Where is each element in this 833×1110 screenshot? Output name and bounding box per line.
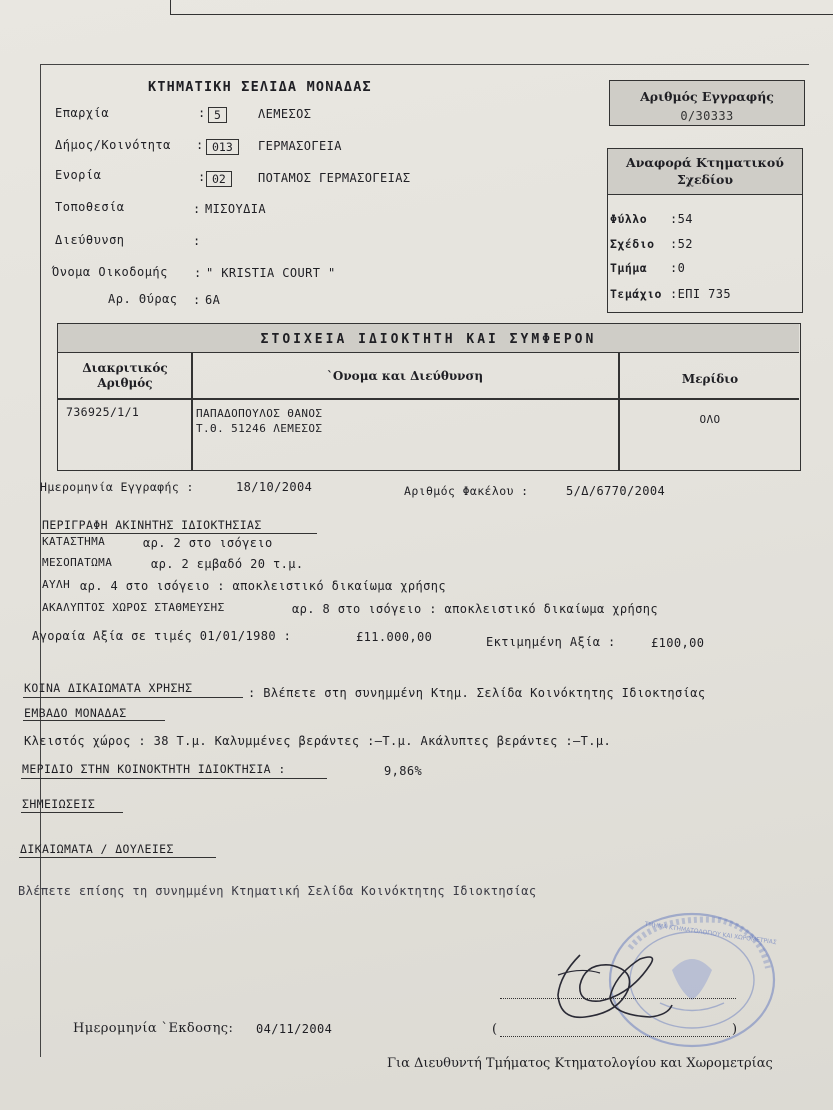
colon: : — [193, 293, 201, 307]
plan-row-value: :0 — [670, 261, 686, 275]
eparchia-code-wrap — [208, 104, 227, 123]
market-value: £11.000,00 — [356, 630, 433, 644]
col-name-header: `Ονομα και Διεύθυνση — [326, 369, 484, 383]
plan-row-label: Φύλλο — [610, 212, 648, 226]
area-underline — [23, 720, 165, 721]
common-rights-text: : Βλέπετε στη συνημμένη Κτημ. Σελίδα Κοινόκτητης Ιδιοκτησίας — [248, 686, 706, 700]
rights-label: ΔΙΚΑΙΩΜΑΤΑ / ΔΟΥΛΕΙΕΣ — [20, 842, 174, 856]
issue-date-value: 04/11/2004 — [256, 1022, 333, 1036]
owner-id: 736925/1/1 — [66, 405, 140, 419]
top-edge-line — [170, 0, 833, 15]
description-key: ΜΕΣΟΠΑΤΩΜΑ — [42, 556, 113, 569]
dimos-value: ΓΕΡΜΑΣΟΓΕΙΑ — [258, 139, 342, 153]
dimos-label: Δήμος/Κοινότητα — [55, 138, 171, 152]
area-label: ΕΜΒΑΔΟ ΜΟΝΑΔΑΣ — [24, 706, 127, 720]
description-text: αρ. 2 στο ισόγειο — [143, 536, 273, 550]
file-no-label: Αριθμός Φακέλου : — [404, 484, 529, 498]
common-rights-label: ΚΟΙΝΑ ΔΙΚΑΙΩΜΑΤΑ ΧΡΗΣΗΣ — [24, 681, 193, 695]
description-text: αρ. 2 εμβαδό 20 τ.μ. — [151, 557, 304, 571]
owner-share: ΟΛΟ — [699, 413, 721, 426]
share-common-underline — [21, 778, 327, 779]
reg-date-label: Ημερομηνία Εγγραφής : — [40, 480, 194, 494]
dieuthynsi-label: Διεύθυνση — [55, 233, 125, 247]
share-common-value: 9,86% — [384, 764, 423, 778]
share-common-label: ΜΕΡΙΔΙΟ ΣΤΗΝ ΚΟΙΝΟΚΤΗΤΗ ΙΔΙΟΚΤΗΣΙΑ : — [22, 762, 286, 776]
market-value-label: Αγοραία Αξία σε τιμές 01/01/1980 : — [32, 629, 292, 643]
colon: : — [198, 170, 206, 184]
signature-paren-open: ( — [492, 1022, 498, 1037]
plan-row-label: Τμήμα — [610, 261, 648, 275]
owner-name: ΠΑΠΑΔΟΠΟΥΛΟΣ ΘΑΝΟΣ — [196, 407, 323, 420]
enoria-value: ΠΟΤΑΜΟΣ ΓΕΡΜΑΣΟΓΕΙΑΣ — [258, 171, 411, 185]
plan-reference-title: Αναφορά Κτηματικού Σχεδίου — [608, 149, 802, 195]
stamp-text: ΤΜΗΜΑ ΚΤΗΜΑΤΟΛΟΓΙΟΥ ΚΑΙ ΧΩΡΟΜΕΤΡΙΑΣ — [644, 920, 778, 947]
enoria-code: 02 — [206, 171, 232, 187]
colon: : — [196, 138, 204, 152]
registration-label: Αριθμός Εγγραφής — [640, 89, 774, 104]
dimos-code-wrap — [206, 136, 239, 155]
plan-row-label: Τεμάχιο — [610, 287, 662, 301]
registration-box — [609, 80, 805, 126]
colon: : — [194, 266, 202, 280]
plan-row-value: :52 — [670, 237, 693, 251]
topothesia-label: Τοποθεσία — [55, 200, 125, 214]
eparchia-code: 5 — [208, 107, 227, 123]
area-text: Κλειστός χώρος : 38 Τ.μ. Καλυμμένες βεράντες :—Τ.μ. Ακάλυπτες βεράντες :—Τ.μ. — [24, 734, 612, 748]
plan-row-value: :54 — [670, 212, 693, 226]
eparchia-label: Επαρχία — [55, 106, 110, 120]
signature-dotted-line — [500, 998, 736, 999]
owners-header-divider — [58, 398, 799, 400]
thyra-value: 6A — [205, 293, 221, 307]
estimated-value: £100,00 — [651, 636, 705, 650]
estimated-value-label: Εκτιμημένη Αξία : — [486, 635, 616, 649]
owners-col-divider-2 — [618, 352, 620, 470]
eparchia-value: ΛΕΜΕΣΟΣ — [258, 107, 312, 121]
onoma-value: " KRISTIA COURT " — [206, 266, 336, 280]
col-share-header: Μερίδιο — [681, 372, 739, 386]
registration-value: 0/30333 — [680, 109, 734, 123]
description-key: ΑΥΛΗ — [42, 578, 71, 591]
owners-title: ΣΤΟΙΧΕΙΑ ΙΔΙΟΚΤΗΤΗ ΚΑΙ ΣΥΜΦΕΡΟΝ — [260, 332, 597, 347]
signature-paren-close: ) — [732, 1022, 738, 1037]
enoria-label: Ενορία — [55, 168, 102, 182]
colon: : — [193, 202, 201, 216]
dimos-code: 013 — [206, 139, 239, 155]
owners-table — [57, 323, 801, 471]
description-text: αρ. 8 στο ισόγειο : αποκλειστικό δικαίωμα χρήσης — [292, 602, 658, 616]
common-rights-underline — [23, 697, 243, 698]
description-title: ΠΕΡΙΓΡΑΦΗ ΑΚΙΝΗΤΗΣ ΙΔΙΟΚΤΗΣΙΑΣ — [42, 518, 262, 532]
footer-signature: Για Διευθυντή Τμήματος Κτηματολογίου και Χωρομετρίας — [387, 1056, 773, 1071]
enoria-code-wrap — [206, 168, 232, 187]
reg-date-value: 18/10/2004 — [236, 480, 313, 494]
notes-label: ΣΗΜΕΙΩΣΕΙΣ — [22, 797, 96, 811]
description-key: ΚΑΤΑΣΤΗΜΑ — [42, 535, 106, 548]
signature-scribble — [540, 935, 680, 1030]
plan-row-value: :ΕΠΙ 735 — [670, 287, 731, 301]
description-text: αρ. 4 στο ισόγειο : αποκλειστικό δικαίωμα χρήσης — [80, 579, 446, 593]
onoma-label: Όνομα Οικοδομής — [52, 265, 168, 279]
description-key: ΑΚΑΛΥΠΤΟΣ ΧΩΡΟΣ ΣΤΑΘΜΕΥΣΗΣ — [42, 601, 225, 614]
signature-name-line — [500, 1036, 730, 1037]
rights-text: Βλέπετε επίσης τη συνημμένη Κτηματική Σελίδα Κοινόκτητης Ιδιοκτησίας — [18, 884, 537, 898]
issue-date-label: Ημερομηνία `Εκδοσης: — [73, 1021, 234, 1036]
col-id-header: Διακριτικός Αριθμός — [82, 361, 168, 390]
colon: : — [193, 234, 201, 248]
colon: : — [198, 106, 206, 120]
description-title-underline — [41, 533, 317, 534]
plan-row-label: Σχέδιο — [610, 237, 655, 251]
owner-address: Τ.Θ. 51246 ΛΕΜΕΣΟΣ — [196, 422, 323, 435]
file-no-value: 5/Δ/6770/2004 — [566, 484, 666, 498]
topothesia-value: ΜΙΣΟΥΔΙΑ — [205, 202, 266, 216]
rights-underline — [19, 857, 216, 858]
document-title: ΚΤΗΜΑΤΙΚΗ ΣΕΛΙΔΑ ΜΟΝΑΔΑΣ — [148, 79, 372, 95]
thyra-label: Αρ. Θύρας — [108, 292, 178, 306]
notes-underline — [21, 812, 123, 813]
